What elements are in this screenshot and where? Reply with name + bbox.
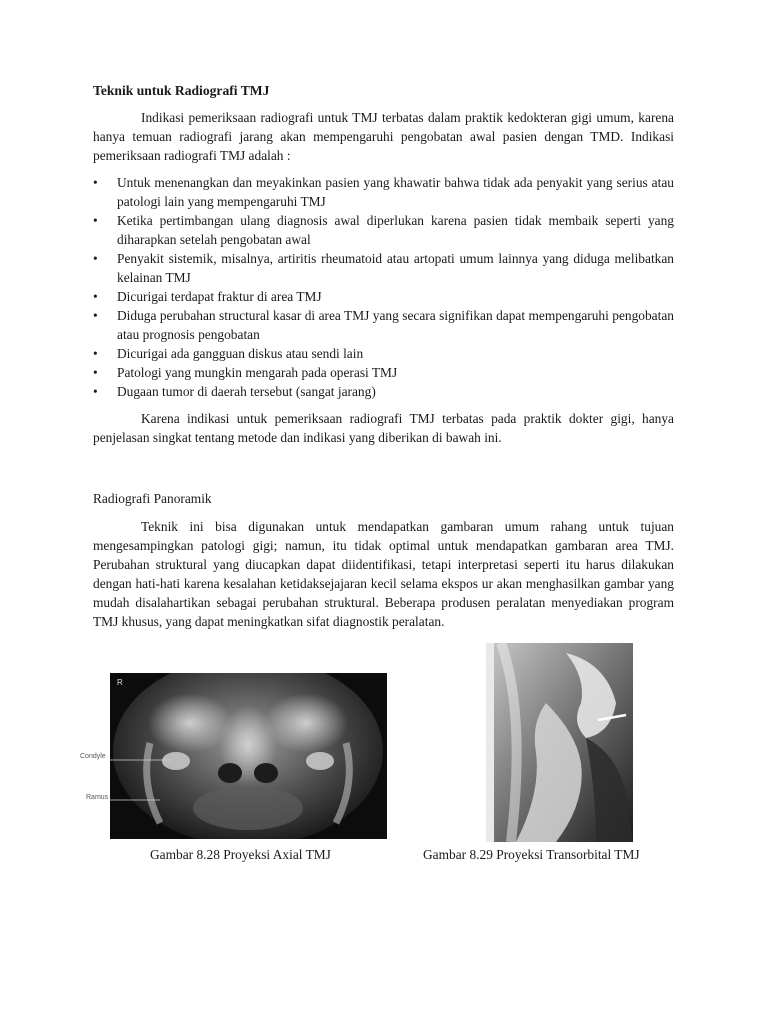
section-heading: Radiografi Panoramik <box>93 491 212 506</box>
list-item: • Penyakit sistemik, misalnya, artiritis rheumatoid atau artopati umum lainnya yang diduga melibatkan kelainan TMJ <box>93 249 674 287</box>
axial-radiograph-image <box>80 673 387 839</box>
transorbital-radiograph-image <box>486 643 633 842</box>
condyle-label: Condyle <box>80 753 106 760</box>
ramus-label: Ramus <box>86 794 109 801</box>
list-item: • Dicurigai ada gangguan diskus atau sendi lain <box>93 344 674 363</box>
document-body <box>93 82 674 631</box>
page-title: Teknik untuk Radiografi TMJ <box>93 83 270 98</box>
list-item: • Dicurigai terdapat fraktur di area TMJ <box>93 287 674 306</box>
figure-caption-2: Gambar 8.29 Proyeksi Transorbital TMJ <box>423 847 640 862</box>
list-item: • Ketika pertimbangan ulang diagnosis awal diperlukan karena pasien tidak membaik seperti yang diharapkan setelah pengobatan awal <box>93 211 674 249</box>
list-item: • Dugaan tumor di daerah tersebut (sangat jarang) <box>93 382 674 401</box>
list-item: • Untuk menenangkan dan meyakinkan pasien yang khawatir bahwa tidak ada penyakit yang serius atau patologi lain yang mempengaruhi TMJ <box>93 173 674 211</box>
list-item: • Patologi yang mungkin mengarah pada operasi TMJ <box>93 363 674 382</box>
indication-list <box>93 173 674 401</box>
figure-axial-radiograph <box>80 673 387 839</box>
closing-paragraph: Karena indikasi untuk pemeriksaan radiografi TMJ terbatas pada praktik dokter gigi, hanya penjelasan singkat tentang metode dan indikasi yang diberikan di bawah ini. <box>93 411 674 445</box>
list-item: • Diduga perubahan structural kasar di area TMJ yang secara signifikan dapat mempengaruhi pengobatan atau prognosis pengobatan <box>93 306 674 344</box>
intro-paragraph: Indikasi pemeriksaan radiografi untuk TMJ terbatas dalam praktik kedokteran gigi umum, karena hanya temuan radiografi jarang akan mempengaruhi pengobatan awal pasien dengan TMD. Indikasi pemeriksaan radiografi TMJ adalah : <box>93 110 674 163</box>
figure-transorbital-radiograph <box>486 643 633 842</box>
section-paragraph: Teknik ini bisa digunakan untuk mendapatkan gambaran umum rahang untuk tujuan mengesampingkan patologi gigi; namun, itu tidak optimal untuk mendapatkan gambaran area TMJ. Perubahan struktural yang diucapkan dapat diidentifikasi, tetapi interpretasi seperti itu harus dilakukan dengan hati-hati karena kesalahan ketidaksejajaran kecil selama ekspos ur akan menghasilkan gambar yang mudah disalahartikan sebagai perubahan struktural. Beberapa produsen peralatan menyediakan program TMJ khusus, yang dapat meningkatkan sifat diagnostik peralatan. <box>93 519 674 629</box>
figure-caption-1: Gambar 8.28 Proyeksi Axial TMJ <box>150 847 331 862</box>
radiograph-marker: R <box>117 678 123 687</box>
